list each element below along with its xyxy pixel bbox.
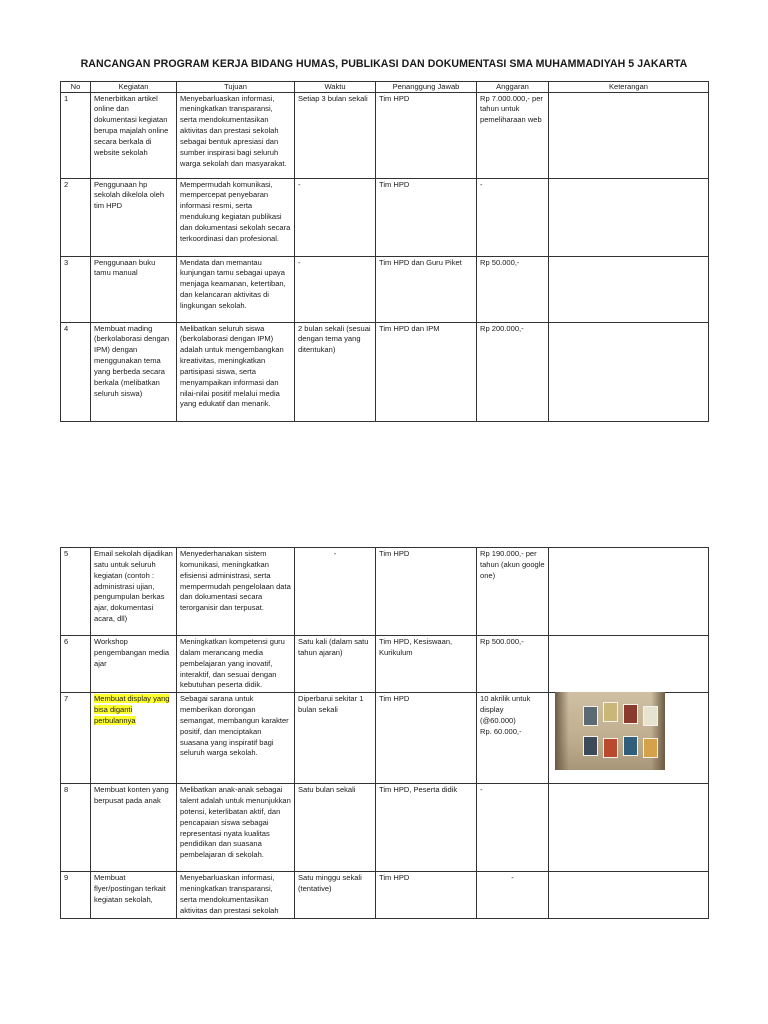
cell-anggaran: Rp 200.000,- [477, 322, 549, 421]
table-row [61, 636, 709, 693]
cell-keterangan [549, 548, 709, 636]
header-kegiatan: Kegiatan [91, 82, 177, 93]
cell-tujuan: Mendata dan memantau kunjungan tamu sebagai upaya menjaga keamanan, ketertiban, dan kelancaran aktivitas di lingkungan sekolah. [177, 256, 295, 322]
cell-anggaran: - [477, 178, 549, 256]
cell-penanggung-jawab: Tim HPD, Kesiswaan, Kurikulum [376, 636, 477, 693]
cell-waktu: Setiap 3 bulan sekali [295, 92, 376, 178]
cell-no: 8 [61, 784, 91, 872]
cell-kegiatan: Menerbitkan artikel online dan dokumentasi kegiatan berupa majalah online secara berkala di website sekolah [91, 92, 177, 178]
cell-tujuan: Meningkatkan kompetensi guru dalam merancang media pembelajaran yang inovatif, interaktif, dan sesuai dengan kebutuhan peserta didik. [177, 636, 295, 693]
cell-penanggung-jawab: Tim HPD [376, 178, 477, 256]
cell-keterangan [549, 322, 709, 421]
acrylic-display-photo [555, 692, 665, 770]
highlighted-kegiatan-text: Membuat display yang bisa diganti perbulannya [94, 694, 170, 725]
poster-thumbnail [623, 736, 638, 756]
cell-kegiatan: Penggunaan buku tamu manual [91, 256, 177, 322]
cell-waktu: Satu minggu sekali (tentative) [295, 872, 376, 918]
cell-tujuan: Menyebarluaskan informasi, meningkatkan transparansi, serta mendokumentasikan aktivitas dan prestasi sekolah sebagai bentuk apresiasi dan sumber inspirasi bagi seluruh warga sekolah dan masyarakat. [177, 92, 295, 178]
cell-anggaran: Rp 500.000,- [477, 636, 549, 693]
cell-penanggung-jawab: Tim HPD [376, 548, 477, 636]
table-header-row [61, 82, 709, 93]
cell-kegiatan: Membuat mading (berkolaborasi dengan IPM) dengan menggunakan tema yang berbeda secara berkala (melibatkan seluruh siswa) [91, 322, 177, 421]
cell-waktu: - [295, 178, 376, 256]
photo-shadow-left [555, 692, 569, 770]
cell-kegiatan: Workshop pengembangan media ajar [91, 636, 177, 693]
cell-anggaran: - [477, 872, 549, 918]
poster-thumbnail [643, 738, 658, 758]
poster-thumbnail [643, 706, 658, 726]
cell-no: 9 [61, 872, 91, 918]
cell-anggaran [477, 693, 549, 784]
cell-tujuan: Menyederhanakan sistem komunikasi, meningkatkan efisiensi administrasi, serta mempermudah pengelolaan data dan dokumentasi secara terorganisir dan terpusat. [177, 548, 295, 636]
cell-no: 7 [61, 693, 91, 784]
cell-waktu: Satu kali (dalam satu tahun ajaran) [295, 636, 376, 693]
cell-kegiatan: Email sekolah dijadikan satu untuk seluruh kegiatan (contoh : administrasi ujian, pengumpulan berkas ajar, dokumentasi acara, dll) [91, 548, 177, 636]
cell-waktu: Satu bulan sekali [295, 784, 376, 872]
photo-shadow-right [651, 692, 665, 770]
cell-anggaran: Rp 50.000,- [477, 256, 549, 322]
cell-no: 2 [61, 178, 91, 256]
anggaran-text: 10 akrilik untuk display (@60.000) Rp. 60.000,- [480, 694, 531, 736]
cell-waktu: - [295, 256, 376, 322]
cell-tujuan: Menyebarluaskan informasi, meningkatkan transparansi, serta mendokumentasikan aktivitas dan prestasi sekolah [177, 872, 295, 918]
cell-penanggung-jawab: Tim HPD dan Guru Piket [376, 256, 477, 322]
program-table-part-1 [60, 81, 709, 422]
header-tujuan: Tujuan [177, 82, 295, 93]
table-row [61, 256, 709, 322]
cell-penanggung-jawab: Tim HPD [376, 693, 477, 784]
cell-waktu: Diperbarui sekitar 1 bulan sekali [295, 693, 376, 784]
table-row [61, 784, 709, 872]
cell-no: 5 [61, 548, 91, 636]
poster-thumbnail [583, 706, 598, 726]
cell-keterangan [549, 636, 709, 693]
cell-no: 4 [61, 322, 91, 421]
cell-kegiatan: Membuat konten yang berpusat pada anak [91, 784, 177, 872]
cell-anggaran: - [477, 784, 549, 872]
header-keterangan: Keterangan [549, 82, 709, 93]
cell-keterangan [549, 92, 709, 178]
header-anggaran: Anggaran [477, 82, 549, 93]
cell-anggaran: Rp 190.000,- per tahun (akun google one) [477, 548, 549, 636]
cell-penanggung-jawab: Tim HPD [376, 92, 477, 178]
cell-tujuan: Melibatkan seluruh siswa (berkolaborasi dengan IPM) adalah untuk mengembangkan kreativitas, meningkatkan partisipasi siswa, serta menyampaikan informasi dan nilai-nilai positif melalui media yang edukatif dan menarik. [177, 322, 295, 421]
cell-keterangan [549, 256, 709, 322]
cell-keterangan [549, 784, 709, 872]
poster-thumbnail [623, 704, 638, 724]
cell-waktu: 2 bulan sekali (sesuai dengan tema yang ditentukan) [295, 322, 376, 421]
cell-kegiatan: Penggunaan hp sekolah dikelola oleh tim HPD [91, 178, 177, 256]
cell-anggaran: Rp 7.000.000,- per tahun untuk pemeliharaan web [477, 92, 549, 178]
poster-thumbnail [583, 736, 598, 756]
cell-no: 6 [61, 636, 91, 693]
header-no: No [61, 82, 91, 93]
cell-waktu: - [295, 548, 376, 636]
header-penanggung-jawab: Penanggung Jawab [376, 82, 477, 93]
cell-tujuan: Mempermudah komunikasi, mempercepat penyebaran informasi resmi, serta mendukung kegiatan publikasi dan dokumentasi sekolah secara terkoordinasi dan profesional. [177, 178, 295, 256]
cell-penanggung-jawab: Tim HPD, Peserta didik [376, 784, 477, 872]
cell-penanggung-jawab: Tim HPD [376, 872, 477, 918]
table-row [61, 548, 709, 636]
header-waktu: Waktu [295, 82, 376, 93]
cell-no: 1 [61, 92, 91, 178]
cell-kegiatan: Membuat flyer/postingan terkait kegiatan sekolah, [91, 872, 177, 918]
poster-thumbnail [603, 702, 618, 722]
document-title: RANCANGAN PROGRAM KERJA BIDANG HUMAS, PUBLIKASI DAN DOKUMENTASI SMA MUHAMMADIYAH 5 JAKARTA [80, 58, 688, 70]
table-row [61, 92, 709, 178]
cell-kegiatan [91, 693, 177, 784]
cell-tujuan: Melibatkan anak-anak sebagai talent adalah untuk menunjukkan potensi, keterlibatan aktif, dan pencapaian siswa sebagai representasi nyata kualitas pendidikan dan suasana pembelajaran di sekolah. [177, 784, 295, 872]
cell-tujuan: Sebagai sarana untuk memberikan dorongan semangat, membangun karakter positif, dan menciptakan suasana yang inspiratif bagi seluruh warga sekolah. [177, 693, 295, 784]
cell-keterangan [549, 872, 709, 918]
cell-keterangan [549, 178, 709, 256]
table-row [61, 322, 709, 421]
table-row [61, 872, 709, 918]
cell-penanggung-jawab: Tim HPD dan IPM [376, 322, 477, 421]
cell-no: 3 [61, 256, 91, 322]
poster-thumbnail [603, 738, 618, 758]
table-row [61, 178, 709, 256]
